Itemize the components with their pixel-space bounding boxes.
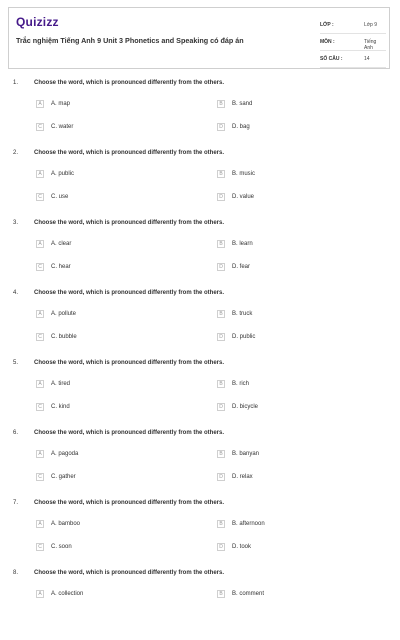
option-text: B. comment <box>232 591 265 597</box>
option-letter-box: C <box>36 543 44 551</box>
option-letter-box: A <box>36 170 44 178</box>
option-text: C. bubble <box>51 334 77 340</box>
option-letter-box: A <box>36 450 44 458</box>
question-number: 5. <box>13 360 19 366</box>
question-3 <box>0 220 400 290</box>
option-letter-box: A <box>36 590 44 598</box>
meta-row-subject <box>320 34 386 51</box>
question-text: Choose the word, which is pronounced differently from the others. <box>34 570 225 576</box>
option-text: D. bicycle <box>232 404 259 410</box>
option-letter-box: B <box>217 450 225 458</box>
question-number: 7. <box>13 500 19 506</box>
option-letter-box: C <box>36 333 44 341</box>
option-letter-box: C <box>36 263 44 271</box>
option-letter-box: D <box>217 403 225 411</box>
option-text: A. tired <box>51 381 71 387</box>
option-text: A. map <box>51 101 71 107</box>
option-text: C. water <box>51 124 74 130</box>
option-text: B. sand <box>232 101 253 107</box>
quiz-title: Trắc nghiệm Tiếng Anh 9 Unit 3 Phonetics and Speaking có đáp án <box>16 36 244 45</box>
option-text: A. public <box>51 171 75 177</box>
option-text: D. relax <box>232 474 253 480</box>
question-4 <box>0 290 400 360</box>
option-letter-box: C <box>36 193 44 201</box>
option-text: B. learn <box>232 241 253 247</box>
option-text: A. pollute <box>51 311 77 317</box>
option-letter-box: D <box>217 473 225 481</box>
question-number: 3. <box>13 220 19 226</box>
question-text: Choose the word, which is pronounced differently from the others. <box>34 430 225 436</box>
question-text: Choose the word, which is pronounced differently from the others. <box>34 360 225 366</box>
question-number: 4. <box>13 290 19 296</box>
option-letter-box: A <box>36 520 44 528</box>
question-1 <box>0 80 400 150</box>
option-text: C. hear <box>51 264 71 270</box>
worksheet-header <box>8 7 390 69</box>
meta-value: 14 <box>364 56 370 62</box>
option-text: D. took <box>232 544 252 550</box>
option-letter-box: B <box>217 170 225 178</box>
option-text: C. gather <box>51 474 76 480</box>
question-2 <box>0 150 400 220</box>
option-letter-box: C <box>36 403 44 411</box>
option-text: C. soon <box>51 544 72 550</box>
question-7 <box>0 500 400 570</box>
option-letter-box: A <box>36 380 44 388</box>
question-text: Choose the word, which is pronounced differently from the others. <box>34 150 225 156</box>
option-text: D. value <box>232 194 255 200</box>
question-number: 2. <box>13 150 19 156</box>
option-text: B. truck <box>232 311 253 317</box>
option-letter-box: C <box>36 473 44 481</box>
meta-row-grade <box>320 17 386 34</box>
option-letter-box: A <box>36 310 44 318</box>
option-text: A. clear <box>51 241 72 247</box>
option-text: B. rich <box>232 381 250 387</box>
question-number: 6. <box>13 430 19 436</box>
option-letter-box: D <box>217 193 225 201</box>
option-text: A. pagoda <box>51 451 79 457</box>
meta-row-count <box>320 51 386 68</box>
option-text: B. music <box>232 171 256 177</box>
question-text: Choose the word, which is pronounced differently from the others. <box>34 220 225 226</box>
option-text: C. kind <box>51 404 70 410</box>
option-letter-box: A <box>36 100 44 108</box>
option-letter-box: B <box>217 590 225 598</box>
option-text: D. bag <box>232 124 250 130</box>
option-letter-box: B <box>217 100 225 108</box>
question-5 <box>0 360 400 430</box>
option-letter-box: C <box>36 123 44 131</box>
option-letter-box: B <box>217 310 225 318</box>
question-6 <box>0 430 400 500</box>
option-letter-box: B <box>217 380 225 388</box>
option-text: D. public <box>232 334 256 340</box>
option-text: D. fear <box>232 264 251 270</box>
question-text: Choose the word, which is pronounced differently from the others. <box>34 500 225 506</box>
meta-value: Lớp 9 <box>364 22 378 28</box>
option-text: C. use <box>51 194 69 200</box>
option-letter-box: D <box>217 543 225 551</box>
meta-label: LỚP : <box>320 22 334 28</box>
meta-value: Tiếng Anh <box>364 39 377 51</box>
question-number: 8. <box>13 570 19 576</box>
option-text: B. afternoon <box>232 521 265 527</box>
question-8 <box>0 570 400 640</box>
option-text: A. collection <box>51 591 84 597</box>
option-letter-box: B <box>217 240 225 248</box>
option-letter-box: A <box>36 240 44 248</box>
question-text: Choose the word, which is pronounced differently from the others. <box>34 80 225 86</box>
option-letter-box: D <box>217 263 225 271</box>
meta-label: MÔN : <box>320 39 335 45</box>
option-text: B. banyan <box>232 451 260 457</box>
option-letter-box: D <box>217 123 225 131</box>
option-text: A. bamboo <box>51 521 81 527</box>
quiz-meta <box>320 17 386 68</box>
option-letter-box: D <box>217 333 225 341</box>
option-letter-box: B <box>217 520 225 528</box>
question-number: 1. <box>13 80 19 86</box>
question-text: Choose the word, which is pronounced differently from the others. <box>34 290 225 296</box>
quizizz-logo: Quizizz <box>16 15 59 29</box>
meta-label: SỐ CÂU : <box>320 56 343 62</box>
